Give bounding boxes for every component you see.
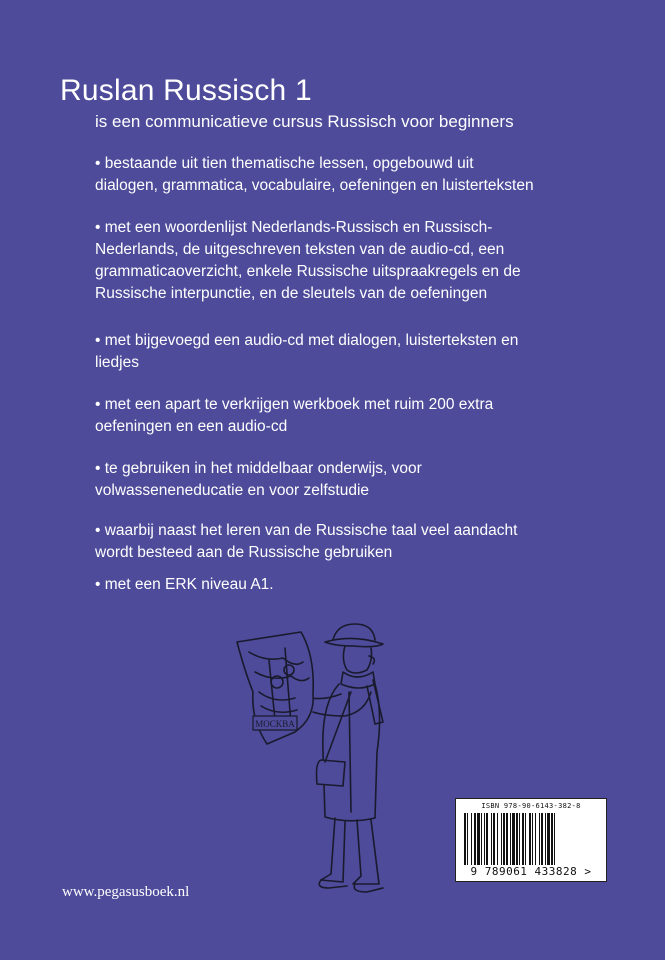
barcode-bar	[519, 813, 520, 865]
barcode-bar	[554, 813, 555, 865]
barcode-bar	[471, 813, 472, 865]
feature-item: • met een woordenlijst Nederlands-Russisch en Russisch-Nederlands, de uitgeschreven teksten van de audio-cd, een grammaticaoverzicht, enkele Russische uitspraakregels en de Russische interpunctie, en de sleutels van de oefeningen	[95, 219, 521, 302]
barcode-bar	[491, 813, 492, 865]
barcode-digits: 9 789061 433828 >	[470, 865, 592, 878]
feature-list	[95, 153, 535, 611]
barcode-bar	[497, 813, 498, 865]
barcode-bar	[512, 813, 515, 865]
barcode-bar	[541, 813, 543, 865]
map-label: MOCKBA	[255, 719, 295, 729]
publisher-website: www.pegasusboek.nl	[62, 884, 190, 900]
barcode-bar	[516, 813, 518, 865]
feature-item: • te gebruiken in het middelbaar onderwijs, voor volwasseneneducatie en voor zelfstudie	[95, 460, 422, 499]
barcode-bar	[522, 813, 524, 865]
feature-item: • met bijgevoegd een audio-cd met dialogen, luisterteksten en liedjes	[95, 332, 519, 371]
barcode-bar	[493, 813, 495, 865]
barcode-bar	[545, 813, 546, 865]
barcode-bar	[503, 813, 505, 865]
man-reading-map-illustration	[225, 612, 425, 902]
feature-item: • met een ERK niveau A1.	[95, 576, 274, 593]
barcode-bar	[539, 813, 540, 865]
barcode-bar	[506, 813, 508, 865]
book-subtitle: is een communicatieve cursus Russisch voor beginners	[95, 112, 514, 131]
barcode-bar	[501, 813, 502, 865]
barcode-bar	[467, 813, 468, 865]
feature-item: • waarbij naast het leren van de Russische taal veel aandacht wordt besteed aan de Russische gebruiken	[95, 522, 518, 561]
isbn-label: ISBN 978-90-6143-382-8	[481, 802, 581, 810]
barcode-bar	[510, 813, 511, 865]
barcode-bar	[481, 813, 482, 865]
barcode-bar	[547, 813, 550, 865]
barcode-bar	[525, 813, 526, 865]
barcode-bar	[535, 813, 536, 865]
barcode-bar	[532, 813, 533, 865]
barcode-bar	[551, 813, 553, 865]
feature-item: • bestaande uit tien thematische lessen, opgebouwd uit dialogen, grammatica, vocabulaire, oefeningen en luisterteksten	[95, 155, 534, 194]
barcode-bar	[474, 813, 476, 865]
book-title: Ruslan Russisch 1	[60, 74, 312, 107]
barcode-bar	[484, 813, 485, 865]
isbn-barcode	[455, 798, 607, 882]
barcode-bar	[477, 813, 480, 865]
barcode-bar	[529, 813, 531, 865]
barcode-bar	[486, 813, 488, 865]
feature-item: • met een apart te verkrijgen werkboek met ruim 200 extra oefeningen en een audio-cd	[95, 396, 494, 435]
barcode-bars	[462, 813, 600, 865]
barcode-bar	[464, 813, 466, 865]
